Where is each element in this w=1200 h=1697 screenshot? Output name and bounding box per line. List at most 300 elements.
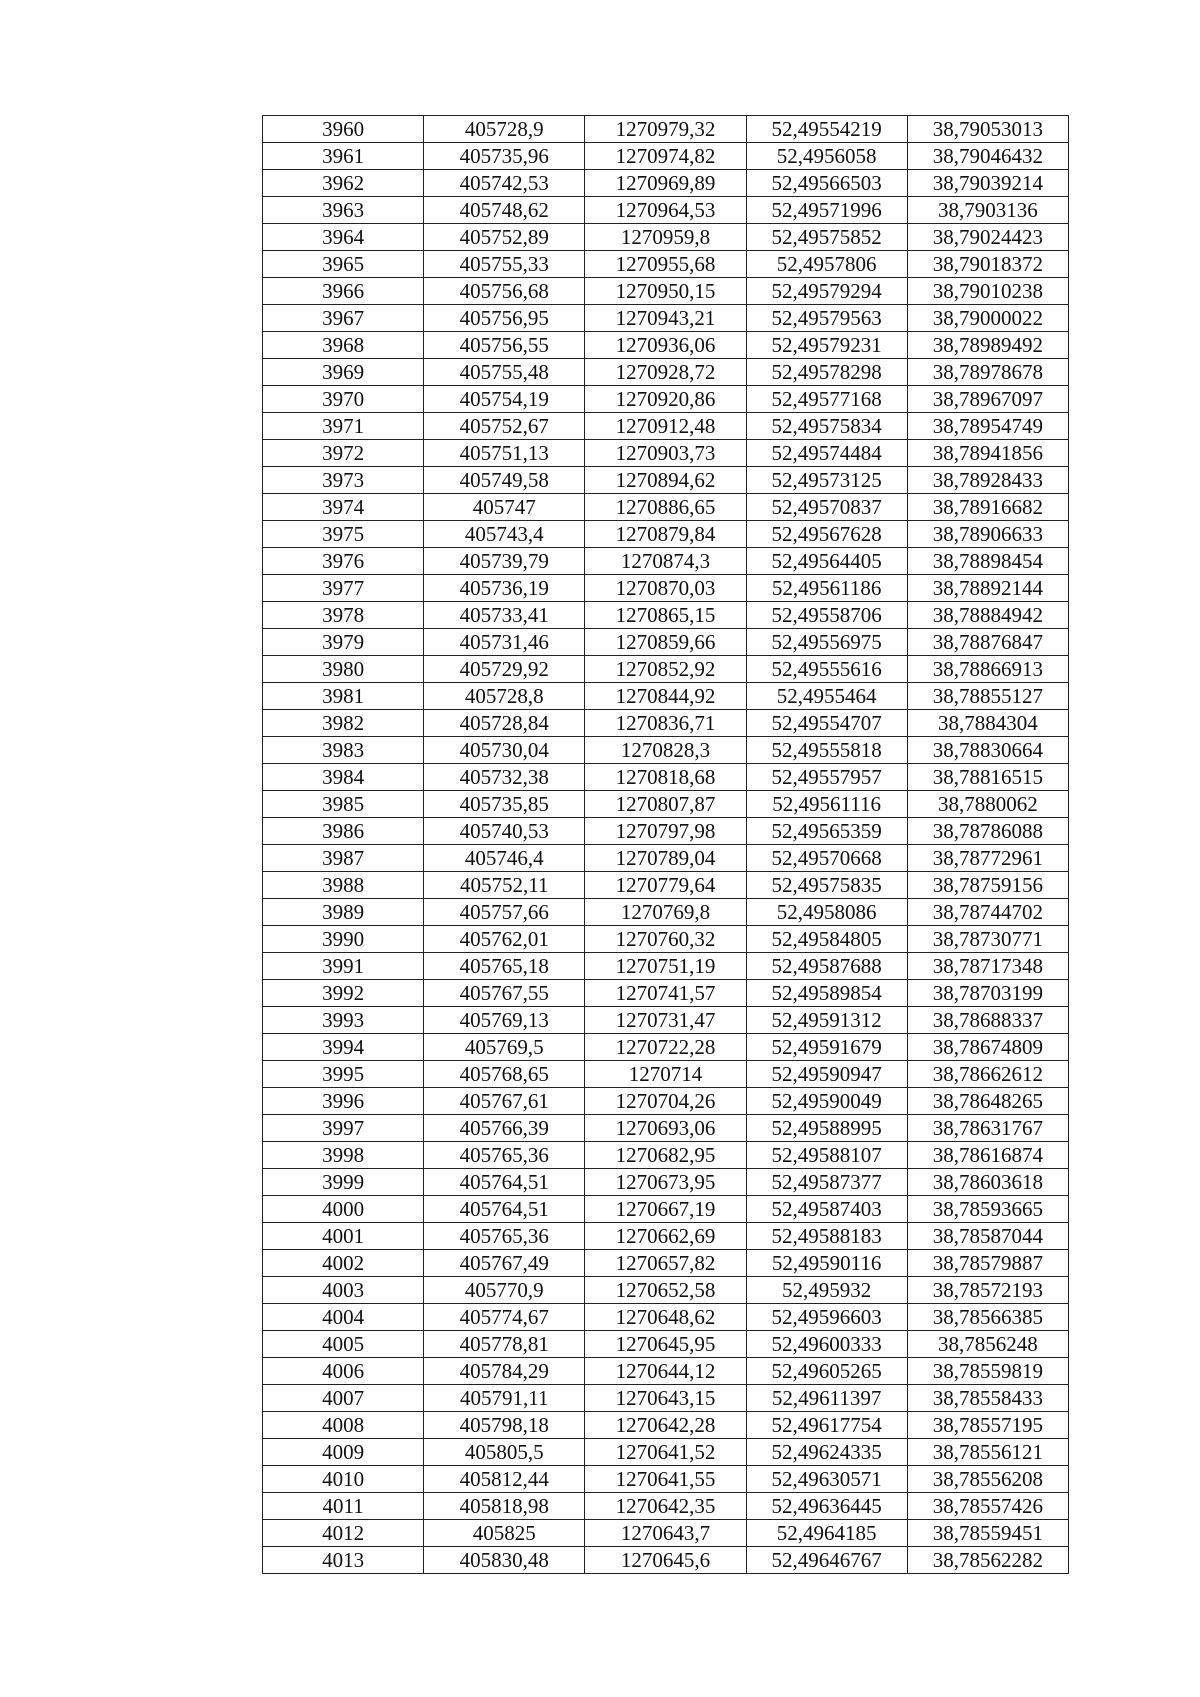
latitude-cell: 52,49591679 <box>746 1034 907 1061</box>
y-coordinate-cell: 1270979,32 <box>585 116 746 143</box>
table-row <box>263 764 1069 791</box>
latitude-cell: 52,4955464 <box>746 683 907 710</box>
latitude-cell: 52,49584805 <box>746 926 907 953</box>
point-number-cell: 3985 <box>263 791 424 818</box>
table-row <box>263 1250 1069 1277</box>
latitude-cell: 52,49570837 <box>746 494 907 521</box>
table-row <box>263 1493 1069 1520</box>
x-coordinate-cell: 405746,4 <box>424 845 585 872</box>
y-coordinate-cell: 1270903,73 <box>585 440 746 467</box>
table-row <box>263 629 1069 656</box>
latitude-cell: 52,49579294 <box>746 278 907 305</box>
latitude-cell: 52,49587688 <box>746 953 907 980</box>
latitude-cell: 52,4958086 <box>746 899 907 926</box>
table-row <box>263 1115 1069 1142</box>
latitude-cell: 52,49590947 <box>746 1061 907 1088</box>
x-coordinate-cell: 405812,44 <box>424 1466 585 1493</box>
y-coordinate-cell: 1270722,28 <box>585 1034 746 1061</box>
y-coordinate-cell: 1270643,7 <box>585 1520 746 1547</box>
y-coordinate-cell: 1270959,8 <box>585 224 746 251</box>
point-number-cell: 4012 <box>263 1520 424 1547</box>
longitude-cell: 38,78916682 <box>907 494 1068 521</box>
longitude-cell: 38,78662612 <box>907 1061 1068 1088</box>
latitude-cell: 52,49591312 <box>746 1007 907 1034</box>
y-coordinate-cell: 1270741,57 <box>585 980 746 1007</box>
y-coordinate-cell: 1270828,3 <box>585 737 746 764</box>
x-coordinate-cell: 405765,18 <box>424 953 585 980</box>
point-number-cell: 3999 <box>263 1169 424 1196</box>
latitude-cell: 52,49575834 <box>746 413 907 440</box>
table-row <box>263 953 1069 980</box>
x-coordinate-cell: 405768,65 <box>424 1061 585 1088</box>
y-coordinate-cell: 1270693,06 <box>585 1115 746 1142</box>
latitude-cell: 52,49605265 <box>746 1358 907 1385</box>
table-row <box>263 575 1069 602</box>
latitude-cell: 52,49617754 <box>746 1412 907 1439</box>
x-coordinate-cell: 405764,51 <box>424 1196 585 1223</box>
longitude-cell: 38,79010238 <box>907 278 1068 305</box>
point-number-cell: 3992 <box>263 980 424 1007</box>
x-coordinate-cell: 405728,84 <box>424 710 585 737</box>
table-row <box>263 116 1069 143</box>
point-number-cell: 3989 <box>263 899 424 926</box>
point-number-cell: 4003 <box>263 1277 424 1304</box>
longitude-cell: 38,7856248 <box>907 1331 1068 1358</box>
longitude-cell: 38,79018372 <box>907 251 1068 278</box>
longitude-cell: 38,78674809 <box>907 1034 1068 1061</box>
latitude-cell: 52,49590116 <box>746 1250 907 1277</box>
latitude-cell: 52,49630571 <box>746 1466 907 1493</box>
point-number-cell: 3982 <box>263 710 424 737</box>
table-row <box>263 1277 1069 1304</box>
y-coordinate-cell: 1270859,66 <box>585 629 746 656</box>
x-coordinate-cell: 405825 <box>424 1520 585 1547</box>
x-coordinate-cell: 405756,68 <box>424 278 585 305</box>
latitude-cell: 52,49574484 <box>746 440 907 467</box>
table-row <box>263 1520 1069 1547</box>
point-number-cell: 3998 <box>263 1142 424 1169</box>
longitude-cell: 38,79039214 <box>907 170 1068 197</box>
point-number-cell: 3988 <box>263 872 424 899</box>
x-coordinate-cell: 405730,04 <box>424 737 585 764</box>
longitude-cell: 38,7884304 <box>907 710 1068 737</box>
y-coordinate-cell: 1270836,71 <box>585 710 746 737</box>
y-coordinate-cell: 1270731,47 <box>585 1007 746 1034</box>
table-row <box>263 683 1069 710</box>
y-coordinate-cell: 1270974,82 <box>585 143 746 170</box>
table-row <box>263 1007 1069 1034</box>
coordinates-table <box>262 115 1069 1574</box>
longitude-cell: 38,79000022 <box>907 305 1068 332</box>
longitude-cell: 38,78566385 <box>907 1304 1068 1331</box>
point-number-cell: 4007 <box>263 1385 424 1412</box>
table-row <box>263 467 1069 494</box>
point-number-cell: 3996 <box>263 1088 424 1115</box>
table-row <box>263 1385 1069 1412</box>
longitude-cell: 38,78730771 <box>907 926 1068 953</box>
y-coordinate-cell: 1270969,89 <box>585 170 746 197</box>
longitude-cell: 38,78717348 <box>907 953 1068 980</box>
x-coordinate-cell: 405733,41 <box>424 602 585 629</box>
point-number-cell: 3993 <box>263 1007 424 1034</box>
table-row <box>263 1304 1069 1331</box>
x-coordinate-cell: 405769,13 <box>424 1007 585 1034</box>
latitude-cell: 52,49554219 <box>746 116 907 143</box>
longitude-cell: 38,78898454 <box>907 548 1068 575</box>
x-coordinate-cell: 405765,36 <box>424 1223 585 1250</box>
y-coordinate-cell: 1270807,87 <box>585 791 746 818</box>
y-coordinate-cell: 1270769,8 <box>585 899 746 926</box>
longitude-cell: 38,78593665 <box>907 1196 1068 1223</box>
x-coordinate-cell: 405757,66 <box>424 899 585 926</box>
x-coordinate-cell: 405755,33 <box>424 251 585 278</box>
latitude-cell: 52,49558706 <box>746 602 907 629</box>
table-row <box>263 926 1069 953</box>
longitude-cell: 38,78928433 <box>907 467 1068 494</box>
x-coordinate-cell: 405752,11 <box>424 872 585 899</box>
longitude-cell: 38,78559819 <box>907 1358 1068 1385</box>
x-coordinate-cell: 405747 <box>424 494 585 521</box>
x-coordinate-cell: 405766,39 <box>424 1115 585 1142</box>
table-row <box>263 278 1069 305</box>
x-coordinate-cell: 405731,46 <box>424 629 585 656</box>
table-row <box>263 872 1069 899</box>
latitude-cell: 52,49556975 <box>746 629 907 656</box>
y-coordinate-cell: 1270714 <box>585 1061 746 1088</box>
table-row <box>263 1034 1069 1061</box>
point-number-cell: 3979 <box>263 629 424 656</box>
table-row <box>263 899 1069 926</box>
table-row <box>263 440 1069 467</box>
table-row <box>263 1331 1069 1358</box>
x-coordinate-cell: 405818,98 <box>424 1493 585 1520</box>
point-number-cell: 3962 <box>263 170 424 197</box>
point-number-cell: 3977 <box>263 575 424 602</box>
longitude-cell: 38,78648265 <box>907 1088 1068 1115</box>
y-coordinate-cell: 1270920,86 <box>585 386 746 413</box>
table-row <box>263 818 1069 845</box>
table-row <box>263 413 1069 440</box>
longitude-cell: 38,78556121 <box>907 1439 1068 1466</box>
point-number-cell: 3995 <box>263 1061 424 1088</box>
latitude-cell: 52,49579231 <box>746 332 907 359</box>
point-number-cell: 3973 <box>263 467 424 494</box>
y-coordinate-cell: 1270797,98 <box>585 818 746 845</box>
latitude-cell: 52,4964185 <box>746 1520 907 1547</box>
table-row <box>263 1061 1069 1088</box>
table-row <box>263 1358 1069 1385</box>
point-number-cell: 3970 <box>263 386 424 413</box>
y-coordinate-cell: 1270642,28 <box>585 1412 746 1439</box>
latitude-cell: 52,49590049 <box>746 1088 907 1115</box>
point-number-cell: 4002 <box>263 1250 424 1277</box>
y-coordinate-cell: 1270879,84 <box>585 521 746 548</box>
point-number-cell: 3987 <box>263 845 424 872</box>
y-coordinate-cell: 1270955,68 <box>585 251 746 278</box>
longitude-cell: 38,7903136 <box>907 197 1068 224</box>
table-row <box>263 1547 1069 1574</box>
longitude-cell: 38,79024423 <box>907 224 1068 251</box>
latitude-cell: 52,49570668 <box>746 845 907 872</box>
latitude-cell: 52,49589854 <box>746 980 907 1007</box>
table-row <box>263 359 1069 386</box>
table-row <box>263 1088 1069 1115</box>
x-coordinate-cell: 405767,61 <box>424 1088 585 1115</box>
longitude-cell: 38,78989492 <box>907 332 1068 359</box>
latitude-cell: 52,49596603 <box>746 1304 907 1331</box>
point-number-cell: 4000 <box>263 1196 424 1223</box>
x-coordinate-cell: 405740,53 <box>424 818 585 845</box>
table-row <box>263 602 1069 629</box>
table-row <box>263 710 1069 737</box>
longitude-cell: 38,78556208 <box>907 1466 1068 1493</box>
y-coordinate-cell: 1270645,6 <box>585 1547 746 1574</box>
x-coordinate-cell: 405805,5 <box>424 1439 585 1466</box>
latitude-cell: 52,495932 <box>746 1277 907 1304</box>
y-coordinate-cell: 1270760,32 <box>585 926 746 953</box>
point-number-cell: 3960 <box>263 116 424 143</box>
point-number-cell: 3971 <box>263 413 424 440</box>
table-row <box>263 548 1069 575</box>
longitude-cell: 38,78978678 <box>907 359 1068 386</box>
x-coordinate-cell: 405830,48 <box>424 1547 585 1574</box>
latitude-cell: 52,4957806 <box>746 251 907 278</box>
point-number-cell: 4001 <box>263 1223 424 1250</box>
y-coordinate-cell: 1270950,15 <box>585 278 746 305</box>
x-coordinate-cell: 405764,51 <box>424 1169 585 1196</box>
point-number-cell: 3976 <box>263 548 424 575</box>
latitude-cell: 52,49561186 <box>746 575 907 602</box>
latitude-cell: 52,49565359 <box>746 818 907 845</box>
latitude-cell: 52,49588107 <box>746 1142 907 1169</box>
longitude-cell: 38,78816515 <box>907 764 1068 791</box>
longitude-cell: 38,78892144 <box>907 575 1068 602</box>
x-coordinate-cell: 405732,38 <box>424 764 585 791</box>
y-coordinate-cell: 1270641,52 <box>585 1439 746 1466</box>
y-coordinate-cell: 1270644,12 <box>585 1358 746 1385</box>
latitude-cell: 52,49575852 <box>746 224 907 251</box>
y-coordinate-cell: 1270870,03 <box>585 575 746 602</box>
point-number-cell: 3986 <box>263 818 424 845</box>
y-coordinate-cell: 1270779,64 <box>585 872 746 899</box>
table-row <box>263 224 1069 251</box>
y-coordinate-cell: 1270648,62 <box>585 1304 746 1331</box>
x-coordinate-cell: 405767,55 <box>424 980 585 1007</box>
x-coordinate-cell: 405767,49 <box>424 1250 585 1277</box>
x-coordinate-cell: 405751,13 <box>424 440 585 467</box>
table-row <box>263 1142 1069 1169</box>
point-number-cell: 3966 <box>263 278 424 305</box>
x-coordinate-cell: 405754,19 <box>424 386 585 413</box>
longitude-cell: 38,79053013 <box>907 116 1068 143</box>
y-coordinate-cell: 1270865,15 <box>585 602 746 629</box>
x-coordinate-cell: 405739,79 <box>424 548 585 575</box>
longitude-cell: 38,78562282 <box>907 1547 1068 1574</box>
x-coordinate-cell: 405791,11 <box>424 1385 585 1412</box>
table-row <box>263 197 1069 224</box>
table-row <box>263 980 1069 1007</box>
table-row <box>263 1196 1069 1223</box>
longitude-cell: 38,78941856 <box>907 440 1068 467</box>
table-row <box>263 845 1069 872</box>
point-number-cell: 3983 <box>263 737 424 764</box>
point-number-cell: 4010 <box>263 1466 424 1493</box>
latitude-cell: 52,49554707 <box>746 710 907 737</box>
x-coordinate-cell: 405735,85 <box>424 791 585 818</box>
x-coordinate-cell: 405748,62 <box>424 197 585 224</box>
x-coordinate-cell: 405742,53 <box>424 170 585 197</box>
x-coordinate-cell: 405752,89 <box>424 224 585 251</box>
point-number-cell: 3972 <box>263 440 424 467</box>
x-coordinate-cell: 405728,8 <box>424 683 585 710</box>
point-number-cell: 4008 <box>263 1412 424 1439</box>
latitude-cell: 52,49577168 <box>746 386 907 413</box>
point-number-cell: 3967 <box>263 305 424 332</box>
x-coordinate-cell: 405784,29 <box>424 1358 585 1385</box>
longitude-cell: 38,78759156 <box>907 872 1068 899</box>
longitude-cell: 38,78703199 <box>907 980 1068 1007</box>
latitude-cell: 52,49578298 <box>746 359 907 386</box>
point-number-cell: 4006 <box>263 1358 424 1385</box>
x-coordinate-cell: 405749,58 <box>424 467 585 494</box>
latitude-cell: 52,49571996 <box>746 197 907 224</box>
point-number-cell: 4009 <box>263 1439 424 1466</box>
x-coordinate-cell: 405769,5 <box>424 1034 585 1061</box>
point-number-cell: 4013 <box>263 1547 424 1574</box>
y-coordinate-cell: 1270928,72 <box>585 359 746 386</box>
x-coordinate-cell: 405774,67 <box>424 1304 585 1331</box>
table-row <box>263 1169 1069 1196</box>
y-coordinate-cell: 1270662,69 <box>585 1223 746 1250</box>
longitude-cell: 38,78744702 <box>907 899 1068 926</box>
x-coordinate-cell: 405743,4 <box>424 521 585 548</box>
longitude-cell: 38,78906633 <box>907 521 1068 548</box>
longitude-cell: 38,78557426 <box>907 1493 1068 1520</box>
latitude-cell: 52,49646767 <box>746 1547 907 1574</box>
longitude-cell: 38,78772961 <box>907 845 1068 872</box>
longitude-cell: 38,78967097 <box>907 386 1068 413</box>
longitude-cell: 38,78557195 <box>907 1412 1068 1439</box>
y-coordinate-cell: 1270641,55 <box>585 1466 746 1493</box>
latitude-cell: 52,49567628 <box>746 521 907 548</box>
table-row <box>263 1223 1069 1250</box>
latitude-cell: 52,49557957 <box>746 764 907 791</box>
x-coordinate-cell: 405762,01 <box>424 926 585 953</box>
latitude-cell: 52,49587403 <box>746 1196 907 1223</box>
y-coordinate-cell: 1270642,35 <box>585 1493 746 1520</box>
point-number-cell: 3978 <box>263 602 424 629</box>
table-row <box>263 143 1069 170</box>
latitude-cell: 52,49555818 <box>746 737 907 764</box>
y-coordinate-cell: 1270704,26 <box>585 1088 746 1115</box>
y-coordinate-cell: 1270852,92 <box>585 656 746 683</box>
point-number-cell: 3980 <box>263 656 424 683</box>
point-number-cell: 3961 <box>263 143 424 170</box>
point-number-cell: 4004 <box>263 1304 424 1331</box>
point-number-cell: 3968 <box>263 332 424 359</box>
point-number-cell: 4005 <box>263 1331 424 1358</box>
longitude-cell: 38,78616874 <box>907 1142 1068 1169</box>
latitude-cell: 52,49588995 <box>746 1115 907 1142</box>
longitude-cell: 38,78631767 <box>907 1115 1068 1142</box>
coordinates-table-body <box>263 116 1069 1574</box>
point-number-cell: 3974 <box>263 494 424 521</box>
x-coordinate-cell: 405756,55 <box>424 332 585 359</box>
x-coordinate-cell: 405735,96 <box>424 143 585 170</box>
point-number-cell: 3964 <box>263 224 424 251</box>
longitude-cell: 38,78830664 <box>907 737 1068 764</box>
y-coordinate-cell: 1270886,65 <box>585 494 746 521</box>
point-number-cell: 3984 <box>263 764 424 791</box>
table-row <box>263 737 1069 764</box>
latitude-cell: 52,4956058 <box>746 143 907 170</box>
x-coordinate-cell: 405736,19 <box>424 575 585 602</box>
y-coordinate-cell: 1270943,21 <box>585 305 746 332</box>
longitude-cell: 38,78855127 <box>907 683 1068 710</box>
longitude-cell: 38,78572193 <box>907 1277 1068 1304</box>
point-number-cell: 3994 <box>263 1034 424 1061</box>
y-coordinate-cell: 1270667,19 <box>585 1196 746 1223</box>
longitude-cell: 38,78559451 <box>907 1520 1068 1547</box>
point-number-cell: 3965 <box>263 251 424 278</box>
table-row <box>263 791 1069 818</box>
point-number-cell: 3997 <box>263 1115 424 1142</box>
longitude-cell: 38,78603618 <box>907 1169 1068 1196</box>
table-row <box>263 1439 1069 1466</box>
longitude-cell: 38,78579887 <box>907 1250 1068 1277</box>
y-coordinate-cell: 1270652,58 <box>585 1277 746 1304</box>
table-row <box>263 1412 1069 1439</box>
latitude-cell: 52,49555616 <box>746 656 907 683</box>
point-number-cell: 3969 <box>263 359 424 386</box>
y-coordinate-cell: 1270643,15 <box>585 1385 746 1412</box>
latitude-cell: 52,49636445 <box>746 1493 907 1520</box>
y-coordinate-cell: 1270936,06 <box>585 332 746 359</box>
latitude-cell: 52,49588183 <box>746 1223 907 1250</box>
latitude-cell: 52,49579563 <box>746 305 907 332</box>
latitude-cell: 52,49566503 <box>746 170 907 197</box>
y-coordinate-cell: 1270818,68 <box>585 764 746 791</box>
longitude-cell: 38,79046432 <box>907 143 1068 170</box>
y-coordinate-cell: 1270789,04 <box>585 845 746 872</box>
y-coordinate-cell: 1270894,62 <box>585 467 746 494</box>
y-coordinate-cell: 1270657,82 <box>585 1250 746 1277</box>
longitude-cell: 38,78884942 <box>907 602 1068 629</box>
longitude-cell: 38,78876847 <box>907 629 1068 656</box>
y-coordinate-cell: 1270964,53 <box>585 197 746 224</box>
x-coordinate-cell: 405755,48 <box>424 359 585 386</box>
longitude-cell: 38,78786088 <box>907 818 1068 845</box>
longitude-cell: 38,78954749 <box>907 413 1068 440</box>
point-number-cell: 4011 <box>263 1493 424 1520</box>
x-coordinate-cell: 405728,9 <box>424 116 585 143</box>
table-row <box>263 305 1069 332</box>
point-number-cell: 3990 <box>263 926 424 953</box>
x-coordinate-cell: 405729,92 <box>424 656 585 683</box>
y-coordinate-cell: 1270751,19 <box>585 953 746 980</box>
longitude-cell: 38,78558433 <box>907 1385 1068 1412</box>
table-row <box>263 1466 1069 1493</box>
x-coordinate-cell: 405756,95 <box>424 305 585 332</box>
longitude-cell: 38,78688337 <box>907 1007 1068 1034</box>
latitude-cell: 52,49600333 <box>746 1331 907 1358</box>
point-number-cell: 3963 <box>263 197 424 224</box>
y-coordinate-cell: 1270645,95 <box>585 1331 746 1358</box>
latitude-cell: 52,49564405 <box>746 548 907 575</box>
x-coordinate-cell: 405765,36 <box>424 1142 585 1169</box>
longitude-cell: 38,78866913 <box>907 656 1068 683</box>
y-coordinate-cell: 1270682,95 <box>585 1142 746 1169</box>
